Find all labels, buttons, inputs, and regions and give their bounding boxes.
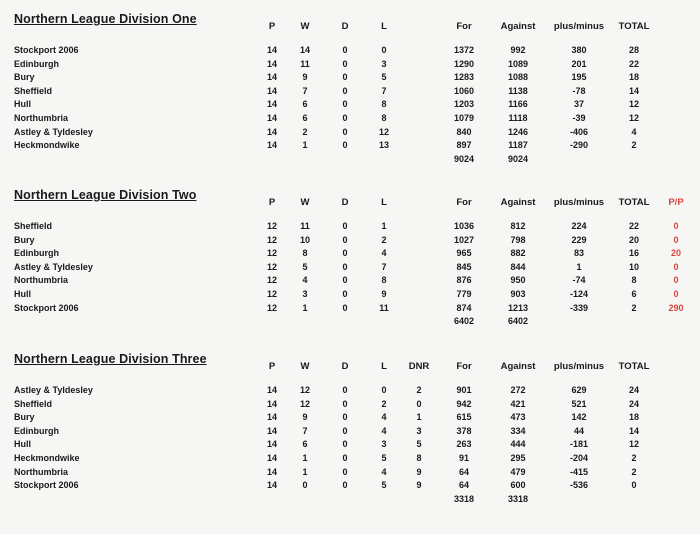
- cell-pm: -406: [569, 126, 588, 137]
- cell-d: 0: [342, 58, 348, 69]
- column-header-w: W: [300, 361, 310, 372]
- table-row: [0, 99, 700, 113]
- cell-pm: -204: [569, 453, 588, 463]
- cell-d: 0: [342, 113, 348, 123]
- cell-for: 901: [456, 385, 472, 395]
- cell-l: 0: [381, 385, 387, 395]
- total-against: 6402: [507, 316, 529, 327]
- cell-w: 6: [302, 99, 308, 110]
- cell-pm: 44: [573, 425, 584, 436]
- cell-pm: 195: [571, 72, 587, 83]
- cell-d: 0: [342, 302, 348, 313]
- cell-l: 4: [381, 412, 387, 423]
- cell-p: 14: [266, 466, 277, 477]
- cell-pm: 142: [571, 412, 587, 423]
- team-name: Edinburgh: [14, 425, 59, 436]
- team-name: Hull: [14, 99, 31, 110]
- cell-l: 9: [381, 289, 387, 299]
- table-row: [0, 113, 700, 127]
- cell-total: 20: [628, 234, 639, 245]
- cell-d: 0: [342, 275, 348, 286]
- cell-for: 1372: [453, 45, 475, 55]
- cell-total: 18: [628, 412, 639, 423]
- team-name: Edinburgh: [14, 248, 59, 259]
- cell-w: 10: [299, 234, 310, 245]
- cell-for: 779: [456, 289, 472, 299]
- cell-for: 1290: [453, 58, 475, 69]
- cell-pm: 380: [571, 45, 587, 55]
- cell-w: 7: [302, 85, 308, 96]
- team-name: Bury: [14, 412, 35, 423]
- cell-against: 882: [510, 248, 526, 259]
- cell-w: 2: [302, 126, 308, 137]
- cell-l: 5: [381, 480, 387, 491]
- cell-l: 5: [381, 453, 387, 463]
- column-header-against: Against: [500, 21, 536, 32]
- cell-total: 10: [628, 261, 639, 272]
- cell-l: 4: [381, 466, 387, 477]
- cell-p: 14: [266, 45, 277, 55]
- cell-p: 12: [266, 234, 277, 245]
- column-header-pp: P/P: [668, 197, 684, 208]
- column-header-p: P: [268, 361, 276, 372]
- cell-pp: 0: [673, 275, 679, 286]
- cell-total: 22: [628, 221, 639, 231]
- cell-against: 1118: [508, 113, 528, 123]
- cell-d: 0: [342, 385, 348, 395]
- cell-for: 876: [456, 275, 472, 286]
- cell-for: 965: [456, 248, 472, 259]
- cell-pp: 290: [668, 302, 684, 313]
- cell-pm: -124: [569, 289, 588, 299]
- cell-w: 8: [302, 248, 308, 259]
- cell-against: 421: [510, 398, 526, 409]
- team-name: Hull: [14, 439, 31, 450]
- cell-for: 1036: [453, 221, 475, 231]
- cell-d: 0: [342, 261, 348, 272]
- column-header-pm: plus/minus: [553, 21, 605, 32]
- cell-w: 1: [302, 302, 308, 313]
- cell-pm: 83: [573, 248, 584, 259]
- cell-pm: -415: [569, 466, 588, 477]
- team-name: Astley & Tyldesley: [14, 385, 93, 395]
- table-row: [0, 140, 700, 154]
- cell-d: 0: [342, 140, 348, 151]
- cell-d: 0: [342, 466, 348, 477]
- cell-against: 1089: [507, 58, 529, 69]
- total-for: 9024: [453, 153, 475, 164]
- table-row: [0, 289, 700, 303]
- column-header-l: L: [381, 361, 387, 372]
- cell-against: 444: [510, 439, 526, 450]
- cell-total: 18: [628, 72, 639, 83]
- cell-l: 12: [378, 126, 389, 137]
- total-for: 6402: [453, 316, 475, 327]
- cell-against: 1088: [507, 72, 529, 83]
- cell-total: 14: [628, 85, 639, 96]
- cell-pp: 0: [673, 289, 679, 299]
- cell-d: 0: [342, 126, 348, 137]
- cell-pm: -39: [572, 113, 586, 123]
- totals-row: [0, 154, 700, 168]
- cell-total: 16: [628, 248, 639, 259]
- cell-p: 14: [266, 140, 277, 151]
- cell-w: 11: [300, 58, 310, 69]
- cell-p: 14: [266, 453, 277, 463]
- column-header-d: D: [341, 361, 349, 372]
- cell-for: 1060: [453, 85, 475, 96]
- table-row: [0, 86, 700, 100]
- cell-against: 600: [510, 480, 526, 491]
- cell-d: 0: [342, 453, 348, 463]
- cell-l: 11: [379, 302, 389, 313]
- cell-total: 24: [628, 398, 639, 409]
- cell-p: 14: [266, 398, 277, 409]
- team-name: Northumbria: [14, 466, 68, 477]
- cell-p: 14: [266, 412, 277, 423]
- cell-dnr: 2: [416, 385, 422, 395]
- team-name: Sheffield: [14, 221, 53, 231]
- cell-for: 1203: [453, 99, 475, 110]
- totals-row: [0, 316, 700, 330]
- cell-l: 8: [381, 99, 387, 110]
- cell-p: 14: [266, 425, 277, 436]
- cell-against: 1213: [507, 302, 529, 313]
- cell-against: 844: [510, 261, 526, 272]
- cell-pp: 0: [673, 221, 679, 231]
- division-title: Northern League Division One: [14, 12, 197, 26]
- cell-p: 12: [266, 275, 277, 286]
- cell-w: 7: [302, 425, 308, 436]
- column-header-total: TOTAL: [618, 21, 650, 32]
- cell-p: 14: [266, 480, 277, 491]
- cell-against: 950: [510, 275, 526, 286]
- cell-total: 2: [631, 140, 637, 151]
- table-row: [0, 385, 700, 399]
- team-name: Sheffield: [14, 85, 53, 96]
- cell-l: 4: [381, 248, 387, 259]
- cell-dnr: 5: [416, 439, 422, 450]
- cell-against: 479: [510, 466, 526, 477]
- team-name: Hull: [14, 289, 31, 299]
- cell-pm: 37: [573, 99, 584, 110]
- table-row: [0, 399, 700, 413]
- cell-against: 1138: [508, 85, 528, 96]
- column-header-row: [0, 361, 700, 375]
- table-row: [0, 221, 700, 235]
- totals-row: [0, 494, 700, 508]
- cell-l: 0: [381, 45, 387, 55]
- cell-total: 0: [631, 480, 637, 491]
- cell-p: 14: [266, 385, 277, 395]
- cell-l: 7: [381, 261, 387, 272]
- cell-l: 5: [381, 72, 387, 83]
- cell-total: 12: [628, 113, 639, 123]
- table-row: [0, 248, 700, 262]
- cell-against: 1246: [507, 126, 529, 137]
- cell-dnr: 8: [416, 453, 422, 463]
- cell-pp: 0: [673, 261, 679, 272]
- table-row: [0, 303, 700, 317]
- team-name: Heckmondwike: [14, 453, 80, 463]
- cell-total: 22: [628, 58, 639, 69]
- cell-d: 0: [342, 480, 348, 491]
- cell-l: 13: [378, 140, 389, 151]
- cell-l: 8: [381, 113, 387, 123]
- table-row: [0, 275, 700, 289]
- total-against: 3318: [507, 493, 529, 504]
- cell-for: 942: [456, 398, 472, 409]
- cell-against: 334: [510, 425, 526, 436]
- table-row: [0, 426, 700, 440]
- cell-pm: -181: [569, 439, 588, 450]
- cell-total: 12: [628, 439, 639, 450]
- cell-dnr: 0: [416, 398, 422, 409]
- column-header-for: For: [456, 361, 472, 372]
- cell-d: 0: [342, 439, 348, 450]
- cell-w: 4: [302, 275, 308, 286]
- cell-dnr: 1: [416, 412, 422, 423]
- cell-w: 6: [302, 439, 308, 450]
- table-row: [0, 453, 700, 467]
- column-header-d: D: [341, 21, 349, 32]
- cell-pm: -290: [569, 140, 588, 151]
- cell-for: 263: [456, 439, 472, 450]
- column-header-w: W: [300, 21, 310, 32]
- team-name: Sheffield: [14, 398, 53, 409]
- team-name: Bury: [14, 234, 35, 245]
- cell-pm: 521: [571, 398, 587, 409]
- team-name: Stockport 2006: [14, 302, 79, 313]
- cell-l: 2: [381, 234, 387, 245]
- column-header-w: W: [300, 197, 310, 208]
- cell-w: 5: [302, 261, 308, 272]
- cell-w: 9: [302, 72, 308, 83]
- cell-w: 0: [302, 480, 308, 491]
- cell-l: 1: [381, 221, 387, 231]
- team-name: Northumbria: [14, 113, 68, 123]
- cell-for: 897: [456, 140, 472, 151]
- table-row: [0, 412, 700, 426]
- cell-pm: -339: [569, 302, 588, 313]
- cell-w: 1: [302, 453, 308, 463]
- cell-for: 1079: [453, 113, 475, 123]
- column-header-row: [0, 21, 700, 35]
- cell-pm: 224: [571, 221, 587, 231]
- column-header-p: P: [268, 21, 276, 32]
- cell-w: 1: [302, 466, 308, 477]
- cell-for: 840: [456, 126, 472, 137]
- cell-d: 0: [342, 425, 348, 436]
- cell-pm: 629: [571, 385, 587, 395]
- cell-d: 0: [342, 234, 348, 245]
- cell-dnr: 9: [416, 480, 422, 491]
- team-name: Heckmondwike: [14, 140, 80, 151]
- cell-l: 3: [381, 439, 387, 450]
- cell-w: 9: [302, 412, 308, 423]
- table-row: [0, 59, 700, 73]
- team-name: Astley & Tyldesley: [14, 126, 93, 137]
- cell-pm: -74: [572, 275, 586, 286]
- cell-for: 64: [458, 480, 469, 491]
- cell-against: 992: [510, 45, 526, 55]
- cell-total: 2: [631, 453, 637, 463]
- cell-pm: 201: [571, 58, 587, 69]
- cell-p: 12: [266, 289, 277, 299]
- column-header-against: Against: [500, 197, 536, 208]
- division-title: Northern League Division Three: [14, 352, 207, 366]
- cell-total: 8: [631, 275, 637, 286]
- table-row: [0, 72, 700, 86]
- cell-pm: -536: [569, 480, 588, 491]
- cell-l: 7: [381, 85, 387, 96]
- cell-p: 14: [266, 85, 277, 96]
- team-name: Stockport 2006: [14, 45, 79, 55]
- cell-against: 295: [510, 453, 526, 463]
- cell-d: 0: [342, 99, 348, 110]
- cell-pm: 229: [571, 234, 587, 245]
- team-name: Stockport 2006: [14, 480, 79, 491]
- column-header-dnr: DNR: [408, 361, 430, 372]
- cell-d: 0: [342, 398, 348, 409]
- cell-p: 14: [266, 439, 277, 450]
- table-row: [0, 439, 700, 453]
- cell-w: 3: [302, 289, 308, 299]
- cell-total: 4: [631, 126, 637, 137]
- cell-p: 12: [266, 221, 277, 231]
- cell-against: 903: [510, 289, 526, 299]
- cell-total: 28: [628, 45, 639, 55]
- column-header-p: P: [268, 197, 276, 208]
- cell-against: 272: [510, 385, 526, 395]
- cell-p: 14: [266, 126, 277, 137]
- column-header-d: D: [341, 197, 349, 208]
- cell-dnr: 3: [416, 425, 422, 436]
- cell-for: 91: [458, 453, 469, 463]
- cell-total: 2: [631, 466, 637, 477]
- cell-dnr: 9: [416, 466, 422, 477]
- team-name: Northumbria: [14, 275, 68, 286]
- cell-pm: 1: [576, 261, 582, 272]
- cell-p: 12: [266, 261, 277, 272]
- cell-d: 0: [342, 45, 348, 55]
- cell-w: 14: [299, 45, 310, 55]
- cell-total: 12: [628, 99, 639, 110]
- cell-p: 14: [266, 99, 277, 110]
- table-row: [0, 467, 700, 481]
- cell-against: 798: [510, 234, 526, 245]
- cell-for: 615: [456, 412, 472, 423]
- column-header-l: L: [381, 197, 387, 208]
- column-header-pm: plus/minus: [553, 197, 605, 208]
- cell-p: 12: [266, 248, 277, 259]
- cell-total: 6: [631, 289, 637, 299]
- cell-pp: 20: [670, 248, 681, 259]
- column-header-total: TOTAL: [618, 361, 650, 372]
- cell-total: 2: [631, 302, 637, 313]
- team-name: Edinburgh: [14, 58, 59, 69]
- cell-for: 1283: [453, 72, 475, 83]
- cell-against: 1166: [508, 99, 528, 110]
- total-against: 9024: [507, 153, 529, 164]
- cell-pm: -78: [572, 85, 586, 96]
- cell-l: 8: [381, 275, 387, 286]
- division-title: Northern League Division Two: [14, 188, 197, 202]
- cell-w: 12: [299, 385, 310, 395]
- column-header-against: Against: [500, 361, 536, 372]
- table-row: [0, 45, 700, 59]
- team-name: Astley & Tyldesley: [14, 261, 93, 272]
- cell-d: 0: [342, 221, 348, 231]
- cell-p: 14: [266, 58, 277, 69]
- cell-p: 14: [266, 113, 277, 123]
- table-row: [0, 480, 700, 494]
- cell-w: 1: [302, 140, 308, 151]
- cell-w: 6: [302, 113, 308, 123]
- cell-l: 2: [381, 398, 387, 409]
- cell-pp: 0: [673, 234, 679, 245]
- total-for: 3318: [453, 493, 475, 504]
- column-header-row: [0, 197, 700, 211]
- table-row: [0, 262, 700, 276]
- cell-d: 0: [342, 412, 348, 423]
- cell-for: 874: [456, 302, 472, 313]
- cell-w: 12: [299, 398, 310, 409]
- cell-p: 14: [266, 72, 277, 83]
- cell-for: 845: [456, 261, 472, 272]
- cell-d: 0: [342, 72, 348, 83]
- cell-against: 1187: [508, 140, 528, 151]
- cell-for: 1027: [453, 234, 475, 245]
- team-name: Bury: [14, 72, 35, 83]
- cell-w: 11: [300, 221, 310, 231]
- cell-d: 0: [342, 85, 348, 96]
- column-header-for: For: [456, 197, 472, 208]
- table-row: [0, 127, 700, 141]
- column-header-for: For: [456, 21, 472, 32]
- cell-d: 0: [342, 289, 348, 299]
- cell-against: 473: [510, 412, 526, 423]
- cell-l: 3: [381, 58, 387, 69]
- cell-l: 4: [381, 425, 387, 436]
- cell-p: 12: [266, 302, 277, 313]
- table-row: [0, 235, 700, 249]
- cell-for: 378: [456, 425, 472, 436]
- column-header-pm: plus/minus: [553, 361, 605, 372]
- cell-d: 0: [342, 248, 348, 259]
- column-header-total: TOTAL: [618, 197, 650, 208]
- column-header-l: L: [381, 21, 387, 32]
- cell-for: 64: [458, 466, 469, 477]
- cell-against: 812: [510, 221, 526, 231]
- cell-total: 14: [628, 425, 639, 436]
- cell-total: 24: [628, 385, 639, 395]
